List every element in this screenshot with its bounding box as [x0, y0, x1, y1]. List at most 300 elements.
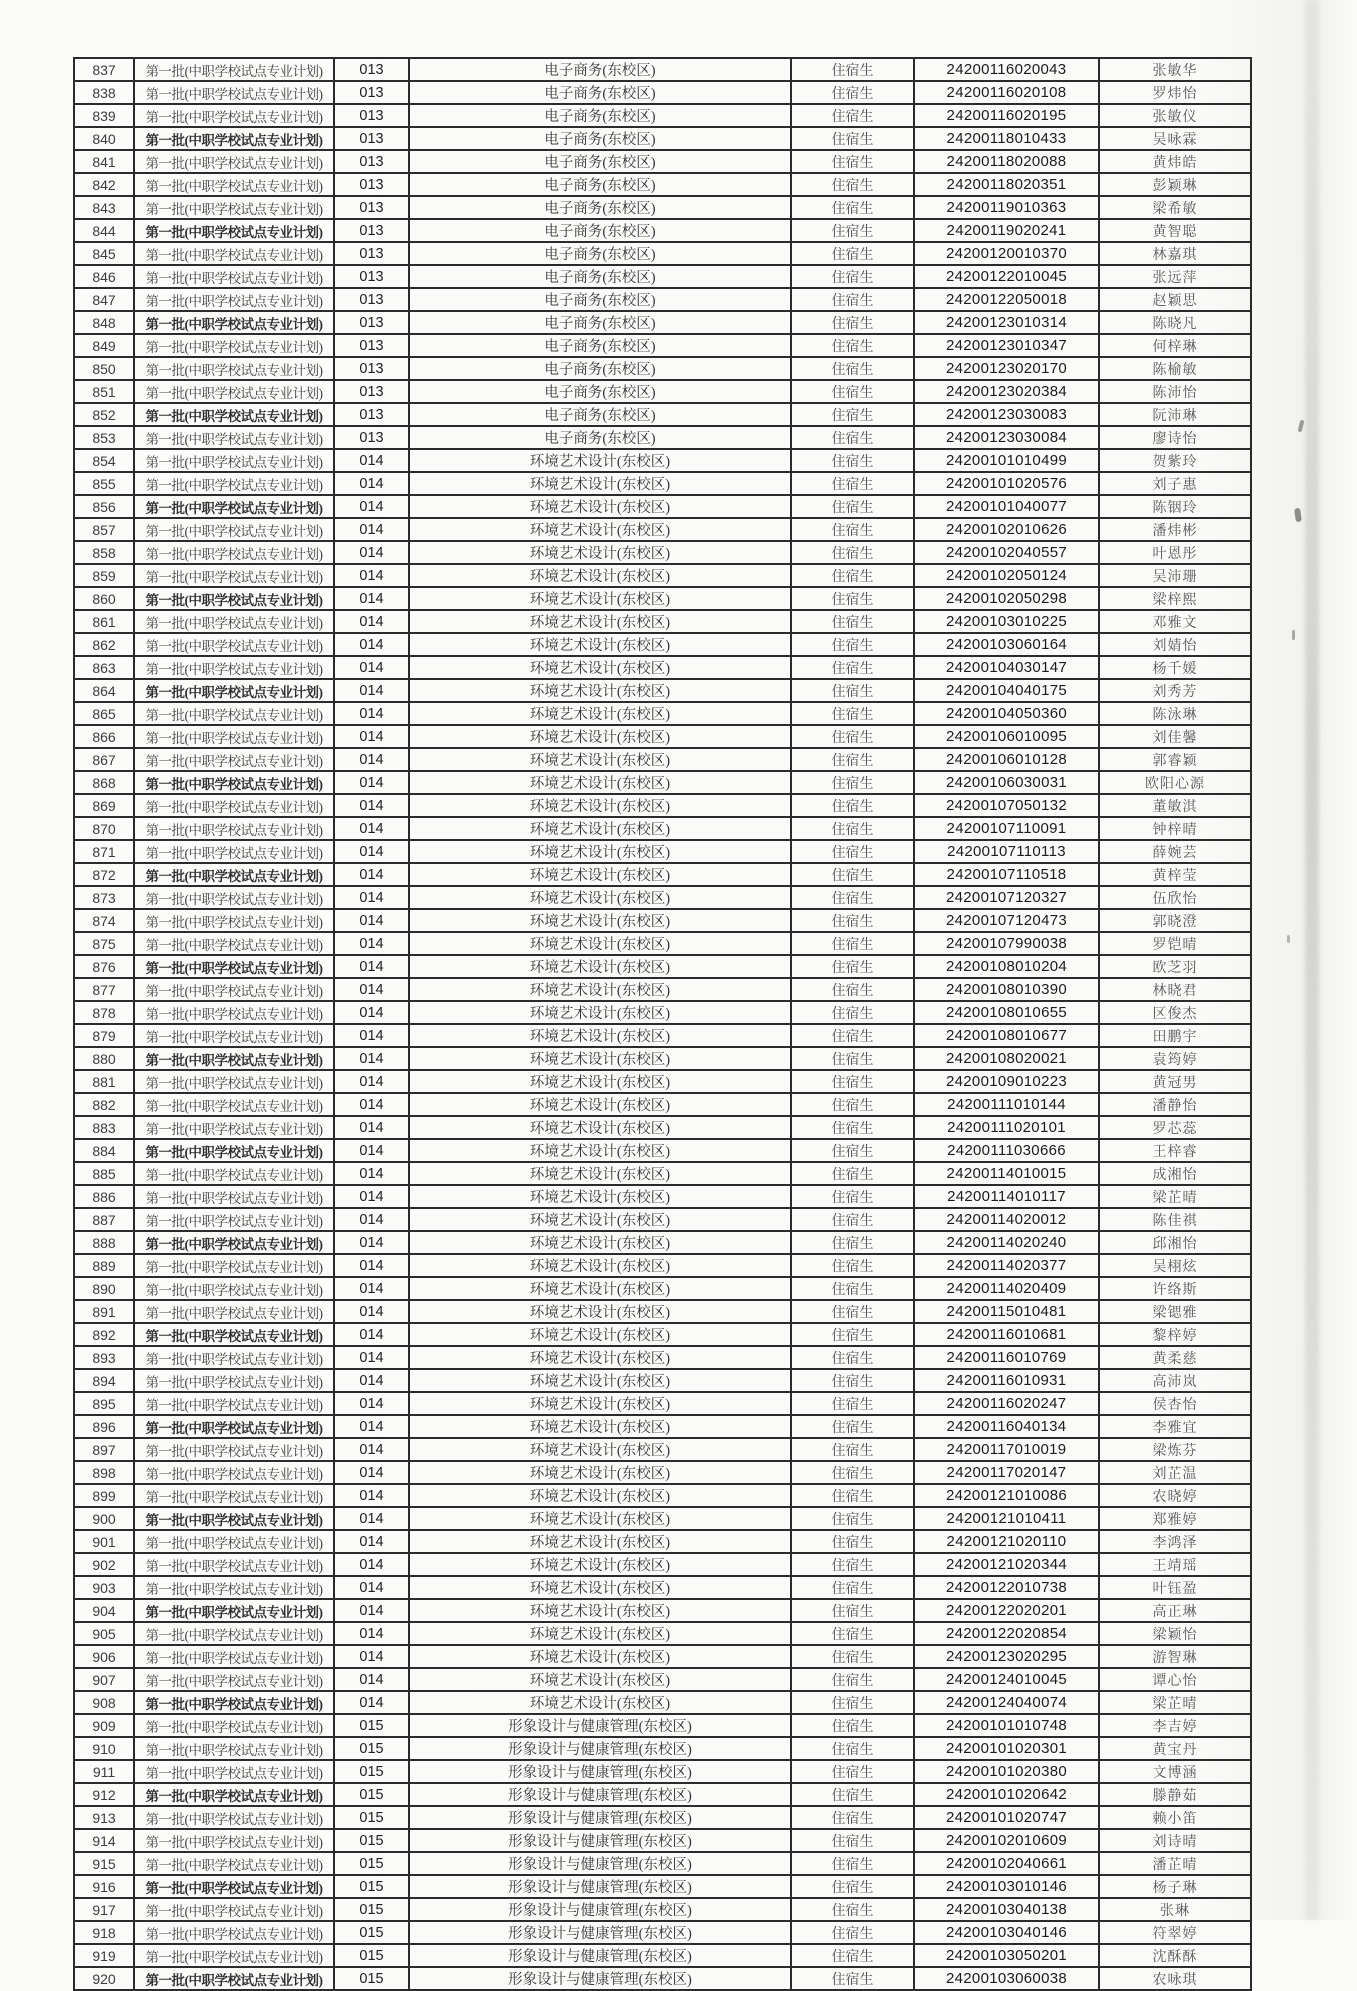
- student-type-cell: 住宿生: [791, 725, 914, 748]
- row-number-cell: 874: [74, 909, 134, 932]
- major-name-cell: 形象设计与健康管理(东校区): [409, 1875, 791, 1898]
- table-row: [74, 1323, 1251, 1346]
- table-row: [74, 1162, 1251, 1185]
- major-code-cell: 013: [334, 81, 409, 104]
- table-row: [74, 1760, 1251, 1783]
- table-row: [74, 1806, 1251, 1829]
- batch-cell: 第一批(中职学校试点专业计划): [134, 1599, 334, 1622]
- table-row: [74, 357, 1251, 380]
- batch-cell: 第一批(中职学校试点专业计划): [134, 794, 334, 817]
- major-name-cell: 电子商务(东校区): [409, 58, 791, 81]
- table-row: [74, 1277, 1251, 1300]
- batch-cell: 第一批(中职学校试点专业计划): [134, 1047, 334, 1070]
- major-name-cell: 环境艺术设计(东校区): [409, 679, 791, 702]
- major-code-cell: 014: [334, 1093, 409, 1116]
- row-number-cell: 856: [74, 495, 134, 518]
- exam-number-cell: 24200117010019: [914, 1438, 1099, 1461]
- batch-cell: 第一批(中职学校试点专业计划): [134, 656, 334, 679]
- student-name-cell: 钟梓晴: [1099, 817, 1251, 840]
- row-number-cell: 908: [74, 1691, 134, 1714]
- student-name-cell: 陈榆敏: [1099, 357, 1251, 380]
- table-row: [74, 1254, 1251, 1277]
- student-name-cell: 阮沛琳: [1099, 403, 1251, 426]
- table-row: [74, 1737, 1251, 1760]
- student-name-cell: 邓雅文: [1099, 610, 1251, 633]
- major-code-cell: 015: [334, 1829, 409, 1852]
- student-type-cell: 住宿生: [791, 495, 914, 518]
- major-name-cell: 环境艺术设计(东校区): [409, 564, 791, 587]
- table-row: [74, 564, 1251, 587]
- student-name-cell: 黄冠男: [1099, 1070, 1251, 1093]
- row-number-cell: 872: [74, 863, 134, 886]
- table-row: [74, 725, 1251, 748]
- major-name-cell: 形象设计与健康管理(东校区): [409, 1898, 791, 1921]
- exam-number-cell: 24200108010390: [914, 978, 1099, 1001]
- batch-cell: 第一批(中职学校试点专业计划): [134, 472, 334, 495]
- row-number-cell: 898: [74, 1461, 134, 1484]
- student-name-cell: 何梓琳: [1099, 334, 1251, 357]
- student-type-cell: 住宿生: [791, 1369, 914, 1392]
- table-row: [74, 1093, 1251, 1116]
- student-name-cell: 廖诗怡: [1099, 426, 1251, 449]
- student-type-cell: 住宿生: [791, 518, 914, 541]
- student-type-cell: 住宿生: [791, 679, 914, 702]
- batch-cell: 第一批(中职学校试点专业计划): [134, 173, 334, 196]
- exam-number-cell: 24200118020088: [914, 150, 1099, 173]
- major-name-cell: 环境艺术设计(东校区): [409, 495, 791, 518]
- row-number-cell: 854: [74, 449, 134, 472]
- row-number-cell: 863: [74, 656, 134, 679]
- major-code-cell: 014: [334, 886, 409, 909]
- major-name-cell: 电子商务(东校区): [409, 403, 791, 426]
- student-name-cell: 李雅宜: [1099, 1415, 1251, 1438]
- batch-cell: 第一批(中职学校试点专业计划): [134, 334, 334, 357]
- row-number-cell: 849: [74, 334, 134, 357]
- table-row: [74, 1070, 1251, 1093]
- major-code-cell: 014: [334, 679, 409, 702]
- student-type-cell: 住宿生: [791, 1162, 914, 1185]
- row-number-cell: 871: [74, 840, 134, 863]
- exam-number-cell: 24200123020295: [914, 1645, 1099, 1668]
- row-number-cell: 885: [74, 1162, 134, 1185]
- row-number-cell: 840: [74, 127, 134, 150]
- student-name-cell: 刘芷温: [1099, 1461, 1251, 1484]
- major-code-cell: 014: [334, 1208, 409, 1231]
- student-name-cell: 田鹏宇: [1099, 1024, 1251, 1047]
- row-number-cell: 905: [74, 1622, 134, 1645]
- exam-number-cell: 24200116040134: [914, 1415, 1099, 1438]
- major-name-cell: 环境艺术设计(东校区): [409, 518, 791, 541]
- student-name-cell: 黄宝丹: [1099, 1737, 1251, 1760]
- student-name-cell: 区俊杰: [1099, 1001, 1251, 1024]
- major-code-cell: 014: [334, 1530, 409, 1553]
- row-number-cell: 853: [74, 426, 134, 449]
- exam-number-cell: 24200119020241: [914, 219, 1099, 242]
- student-name-cell: 彭颖琳: [1099, 173, 1251, 196]
- table-row: [74, 1139, 1251, 1162]
- major-code-cell: 014: [334, 748, 409, 771]
- student-type-cell: 住宿生: [791, 104, 914, 127]
- batch-cell: 第一批(中职学校试点专业计划): [134, 1254, 334, 1277]
- table-row: [74, 1438, 1251, 1461]
- student-type-cell: 住宿生: [791, 219, 914, 242]
- row-number-cell: 861: [74, 610, 134, 633]
- major-name-cell: 环境艺术设计(东校区): [409, 863, 791, 886]
- major-code-cell: 013: [334, 173, 409, 196]
- table-row: [74, 1668, 1251, 1691]
- table-row: [74, 794, 1251, 817]
- exam-number-cell: 24200102040661: [914, 1852, 1099, 1875]
- exam-number-cell: 24200116020195: [914, 104, 1099, 127]
- major-name-cell: 环境艺术设计(东校区): [409, 1323, 791, 1346]
- row-number-cell: 914: [74, 1829, 134, 1852]
- table-row: [74, 1116, 1251, 1139]
- major-name-cell: 环境艺术设计(东校区): [409, 978, 791, 1001]
- table-row: [74, 1783, 1251, 1806]
- row-number-cell: 903: [74, 1576, 134, 1599]
- major-name-cell: 电子商务(东校区): [409, 127, 791, 150]
- row-number-cell: 867: [74, 748, 134, 771]
- batch-cell: 第一批(中职学校试点专业计划): [134, 748, 334, 771]
- row-number-cell: 897: [74, 1438, 134, 1461]
- major-name-cell: 环境艺术设计(东校区): [409, 472, 791, 495]
- major-name-cell: 电子商务(东校区): [409, 265, 791, 288]
- major-name-cell: 形象设计与健康管理(东校区): [409, 1760, 791, 1783]
- table-row: [74, 1599, 1251, 1622]
- student-type-cell: 住宿生: [791, 1277, 914, 1300]
- table-row: [74, 173, 1251, 196]
- student-type-cell: 住宿生: [791, 978, 914, 1001]
- batch-cell: 第一批(中职学校试点专业计划): [134, 1806, 334, 1829]
- student-type-cell: 住宿生: [791, 1944, 914, 1967]
- major-name-cell: 形象设计与健康管理(东校区): [409, 1737, 791, 1760]
- major-code-cell: 014: [334, 702, 409, 725]
- student-name-cell: 王靖瑶: [1099, 1553, 1251, 1576]
- major-name-cell: 环境艺术设计(东校区): [409, 610, 791, 633]
- major-name-cell: 环境艺术设计(东校区): [409, 725, 791, 748]
- student-name-cell: 王梓睿: [1099, 1139, 1251, 1162]
- major-name-cell: 环境艺术设计(东校区): [409, 1139, 791, 1162]
- exam-number-cell: 24200107110518: [914, 863, 1099, 886]
- major-name-cell: 环境艺术设计(东校区): [409, 1346, 791, 1369]
- row-number-cell: 844: [74, 219, 134, 242]
- student-type-cell: 住宿生: [791, 932, 914, 955]
- batch-cell: 第一批(中职学校试点专业计划): [134, 288, 334, 311]
- major-name-cell: 电子商务(东校区): [409, 81, 791, 104]
- exam-number-cell: 24200123030084: [914, 426, 1099, 449]
- row-number-cell: 906: [74, 1645, 134, 1668]
- table-row: [74, 1484, 1251, 1507]
- major-name-cell: 形象设计与健康管理(东校区): [409, 1783, 791, 1806]
- major-code-cell: 014: [334, 518, 409, 541]
- student-name-cell: 潘静怡: [1099, 1093, 1251, 1116]
- batch-cell: 第一批(中职学校试点专业计划): [134, 633, 334, 656]
- major-code-cell: 014: [334, 564, 409, 587]
- row-number-cell: 884: [74, 1139, 134, 1162]
- table-row: [74, 1461, 1251, 1484]
- exam-number-cell: 24200121020344: [914, 1553, 1099, 1576]
- batch-cell: 第一批(中职学校试点专业计划): [134, 380, 334, 403]
- table-row: [74, 449, 1251, 472]
- student-type-cell: 住宿生: [791, 242, 914, 265]
- student-type-cell: 住宿生: [791, 426, 914, 449]
- student-type-cell: 住宿生: [791, 610, 914, 633]
- row-number-cell: 913: [74, 1806, 134, 1829]
- table-row: [74, 702, 1251, 725]
- major-name-cell: 环境艺术设计(东校区): [409, 1300, 791, 1323]
- student-name-cell: 高正琳: [1099, 1599, 1251, 1622]
- major-code-cell: 013: [334, 104, 409, 127]
- batch-cell: 第一批(中职学校试点专业计划): [134, 978, 334, 1001]
- major-name-cell: 环境艺术设计(东校区): [409, 932, 791, 955]
- table-row: [74, 1185, 1251, 1208]
- table-row: [74, 196, 1251, 219]
- batch-cell: 第一批(中职学校试点专业计划): [134, 426, 334, 449]
- batch-cell: 第一批(中职学校试点专业计划): [134, 1438, 334, 1461]
- student-name-cell: 杨千媛: [1099, 656, 1251, 679]
- table-row: [74, 81, 1251, 104]
- row-number-cell: 902: [74, 1553, 134, 1576]
- row-number-cell: 843: [74, 196, 134, 219]
- exam-number-cell: 24200114020409: [914, 1277, 1099, 1300]
- student-name-cell: 梁芷晴: [1099, 1691, 1251, 1714]
- major-code-cell: 014: [334, 633, 409, 656]
- student-type-cell: 住宿生: [791, 1714, 914, 1737]
- major-code-cell: 014: [334, 1070, 409, 1093]
- student-type-cell: 住宿生: [791, 58, 914, 81]
- exam-number-cell: 24200102050124: [914, 564, 1099, 587]
- major-code-cell: 013: [334, 58, 409, 81]
- table-row: [74, 150, 1251, 173]
- student-name-cell: 张远萍: [1099, 265, 1251, 288]
- exam-number-cell: 24200108010204: [914, 955, 1099, 978]
- student-type-cell: 住宿生: [791, 1323, 914, 1346]
- student-type-cell: 住宿生: [791, 1783, 914, 1806]
- student-name-cell: 刘诗晴: [1099, 1829, 1251, 1852]
- major-code-cell: 015: [334, 1898, 409, 1921]
- student-type-cell: 住宿生: [791, 1116, 914, 1139]
- major-name-cell: 环境艺术设计(东校区): [409, 1668, 791, 1691]
- row-number-cell: 848: [74, 311, 134, 334]
- row-number-cell: 875: [74, 932, 134, 955]
- row-number-cell: 920: [74, 1967, 134, 1990]
- student-name-cell: 李鸿泽: [1099, 1530, 1251, 1553]
- exam-number-cell: 24200101020642: [914, 1783, 1099, 1806]
- batch-cell: 第一批(中职学校试点专业计划): [134, 771, 334, 794]
- major-code-cell: 013: [334, 403, 409, 426]
- exam-number-cell: 24200116010681: [914, 1323, 1099, 1346]
- major-code-cell: 015: [334, 1714, 409, 1737]
- major-code-cell: 014: [334, 1231, 409, 1254]
- major-code-cell: 014: [334, 1047, 409, 1070]
- major-code-cell: 014: [334, 1484, 409, 1507]
- admission-table-body: [74, 58, 1251, 1990]
- student-type-cell: 住宿生: [791, 196, 914, 219]
- scan-edge-shadow: [1305, 0, 1319, 1920]
- row-number-cell: 870: [74, 817, 134, 840]
- student-name-cell: 欧芝羽: [1099, 955, 1251, 978]
- major-code-cell: 014: [334, 817, 409, 840]
- table-row: [74, 311, 1251, 334]
- exam-number-cell: 24200103010146: [914, 1875, 1099, 1898]
- student-type-cell: 住宿生: [791, 564, 914, 587]
- row-number-cell: 886: [74, 1185, 134, 1208]
- table-row: [74, 771, 1251, 794]
- batch-cell: 第一批(中职学校试点专业计划): [134, 1484, 334, 1507]
- table-row: [74, 1300, 1251, 1323]
- exam-number-cell: 24200116010769: [914, 1346, 1099, 1369]
- student-type-cell: 住宿生: [791, 863, 914, 886]
- exam-number-cell: 24200122010045: [914, 265, 1099, 288]
- row-number-cell: 837: [74, 58, 134, 81]
- student-name-cell: 张敏仪: [1099, 104, 1251, 127]
- batch-cell: 第一批(中职学校试点专业计划): [134, 955, 334, 978]
- major-code-cell: 014: [334, 541, 409, 564]
- student-name-cell: 梁希敏: [1099, 196, 1251, 219]
- major-name-cell: 环境艺术设计(东校区): [409, 840, 791, 863]
- student-name-cell: 郑雅婷: [1099, 1507, 1251, 1530]
- major-name-cell: 环境艺术设计(东校区): [409, 1622, 791, 1645]
- major-code-cell: 013: [334, 265, 409, 288]
- student-name-cell: 郭睿颖: [1099, 748, 1251, 771]
- student-name-cell: 谭心怡: [1099, 1668, 1251, 1691]
- major-name-cell: 环境艺术设计(东校区): [409, 1461, 791, 1484]
- row-number-cell: 869: [74, 794, 134, 817]
- major-name-cell: 电子商务(东校区): [409, 173, 791, 196]
- major-code-cell: 014: [334, 1162, 409, 1185]
- major-name-cell: 环境艺术设计(东校区): [409, 1047, 791, 1070]
- major-code-cell: 014: [334, 1576, 409, 1599]
- batch-cell: 第一批(中职学校试点专业计划): [134, 1760, 334, 1783]
- major-code-cell: 014: [334, 1392, 409, 1415]
- student-type-cell: 住宿生: [791, 1484, 914, 1507]
- exam-number-cell: 24200114020012: [914, 1208, 1099, 1231]
- table-row: [74, 403, 1251, 426]
- batch-cell: 第一批(中职学校试点专业计划): [134, 1921, 334, 1944]
- major-name-cell: 环境艺术设计(东校区): [409, 1507, 791, 1530]
- exam-number-cell: 24200114020377: [914, 1254, 1099, 1277]
- exam-number-cell: 24200116020247: [914, 1392, 1099, 1415]
- row-number-cell: 895: [74, 1392, 134, 1415]
- exam-number-cell: 24200103050201: [914, 1944, 1099, 1967]
- major-code-cell: 015: [334, 1760, 409, 1783]
- table-row: [74, 886, 1251, 909]
- exam-number-cell: 24200118010433: [914, 127, 1099, 150]
- major-name-cell: 环境艺术设计(东校区): [409, 1208, 791, 1231]
- exam-number-cell: 24200108010677: [914, 1024, 1099, 1047]
- student-type-cell: 住宿生: [791, 472, 914, 495]
- batch-cell: 第一批(中职学校试点专业计划): [134, 1300, 334, 1323]
- student-name-cell: 欧阳心源: [1099, 771, 1251, 794]
- student-type-cell: 住宿生: [791, 380, 914, 403]
- major-name-cell: 电子商务(东校区): [409, 334, 791, 357]
- major-name-cell: 环境艺术设计(东校区): [409, 1553, 791, 1576]
- major-code-cell: 014: [334, 1461, 409, 1484]
- batch-cell: 第一批(中职学校试点专业计划): [134, 81, 334, 104]
- batch-cell: 第一批(中职学校试点专业计划): [134, 150, 334, 173]
- major-code-cell: 014: [334, 1001, 409, 1024]
- major-name-cell: 环境艺术设计(东校区): [409, 587, 791, 610]
- student-type-cell: 住宿生: [791, 1346, 914, 1369]
- row-number-cell: 880: [74, 1047, 134, 1070]
- student-type-cell: 住宿生: [791, 1047, 914, 1070]
- major-name-cell: 环境艺术设计(东校区): [409, 1530, 791, 1553]
- table-row: [74, 426, 1251, 449]
- table-row: [74, 1346, 1251, 1369]
- batch-cell: 第一批(中职学校试点专业计划): [134, 1645, 334, 1668]
- exam-number-cell: 24200107050132: [914, 794, 1099, 817]
- row-number-cell: 842: [74, 173, 134, 196]
- major-name-cell: 环境艺术设计(东校区): [409, 1093, 791, 1116]
- major-code-cell: 013: [334, 334, 409, 357]
- table-row: [74, 104, 1251, 127]
- major-name-cell: 环境艺术设计(东校区): [409, 1415, 791, 1438]
- major-code-cell: 014: [334, 932, 409, 955]
- row-number-cell: 846: [74, 265, 134, 288]
- student-type-cell: 住宿生: [791, 81, 914, 104]
- student-type-cell: 住宿生: [791, 587, 914, 610]
- table-row: [74, 1415, 1251, 1438]
- row-number-cell: 900: [74, 1507, 134, 1530]
- table-row: [74, 58, 1251, 81]
- row-number-cell: 877: [74, 978, 134, 1001]
- table-row: [74, 1507, 1251, 1530]
- major-code-cell: 013: [334, 150, 409, 173]
- row-number-cell: 916: [74, 1875, 134, 1898]
- exam-number-cell: 24200103040138: [914, 1898, 1099, 1921]
- table-row: [74, 932, 1251, 955]
- batch-cell: 第一批(中职学校试点专业计划): [134, 518, 334, 541]
- row-number-cell: 852: [74, 403, 134, 426]
- student-name-cell: 游智琳: [1099, 1645, 1251, 1668]
- batch-cell: 第一批(中职学校试点专业计划): [134, 564, 334, 587]
- row-number-cell: 864: [74, 679, 134, 702]
- batch-cell: 第一批(中职学校试点专业计划): [134, 265, 334, 288]
- batch-cell: 第一批(中职学校试点专业计划): [134, 449, 334, 472]
- row-number-cell: 896: [74, 1415, 134, 1438]
- major-code-cell: 014: [334, 909, 409, 932]
- student-name-cell: 陈晓凡: [1099, 311, 1251, 334]
- scan-speck: [1292, 630, 1295, 640]
- batch-cell: 第一批(中职学校试点专业计划): [134, 1829, 334, 1852]
- student-type-cell: 住宿生: [791, 1024, 914, 1047]
- table-row: [74, 1392, 1251, 1415]
- exam-number-cell: 24200102040557: [914, 541, 1099, 564]
- batch-cell: 第一批(中职学校试点专业计划): [134, 1323, 334, 1346]
- student-name-cell: 张琳: [1099, 1898, 1251, 1921]
- major-code-cell: 014: [334, 1691, 409, 1714]
- major-name-cell: 电子商务(东校区): [409, 242, 791, 265]
- table-row: [74, 1622, 1251, 1645]
- table-row: [74, 1645, 1251, 1668]
- row-number-cell: 876: [74, 955, 134, 978]
- exam-number-cell: 24200108020021: [914, 1047, 1099, 1070]
- table-row: [74, 1231, 1251, 1254]
- major-name-cell: 电子商务(东校区): [409, 196, 791, 219]
- student-type-cell: 住宿生: [791, 127, 914, 150]
- major-name-cell: 形象设计与健康管理(东校区): [409, 1944, 791, 1967]
- table-row: [74, 679, 1251, 702]
- table-row: [74, 1553, 1251, 1576]
- batch-cell: 第一批(中职学校试点专业计划): [134, 1944, 334, 1967]
- major-name-cell: 电子商务(东校区): [409, 219, 791, 242]
- major-code-cell: 014: [334, 978, 409, 1001]
- row-number-cell: 891: [74, 1300, 134, 1323]
- exam-number-cell: 24200106010128: [914, 748, 1099, 771]
- table-row: [74, 472, 1251, 495]
- batch-cell: 第一批(中职学校试点专业计划): [134, 817, 334, 840]
- row-number-cell: 878: [74, 1001, 134, 1024]
